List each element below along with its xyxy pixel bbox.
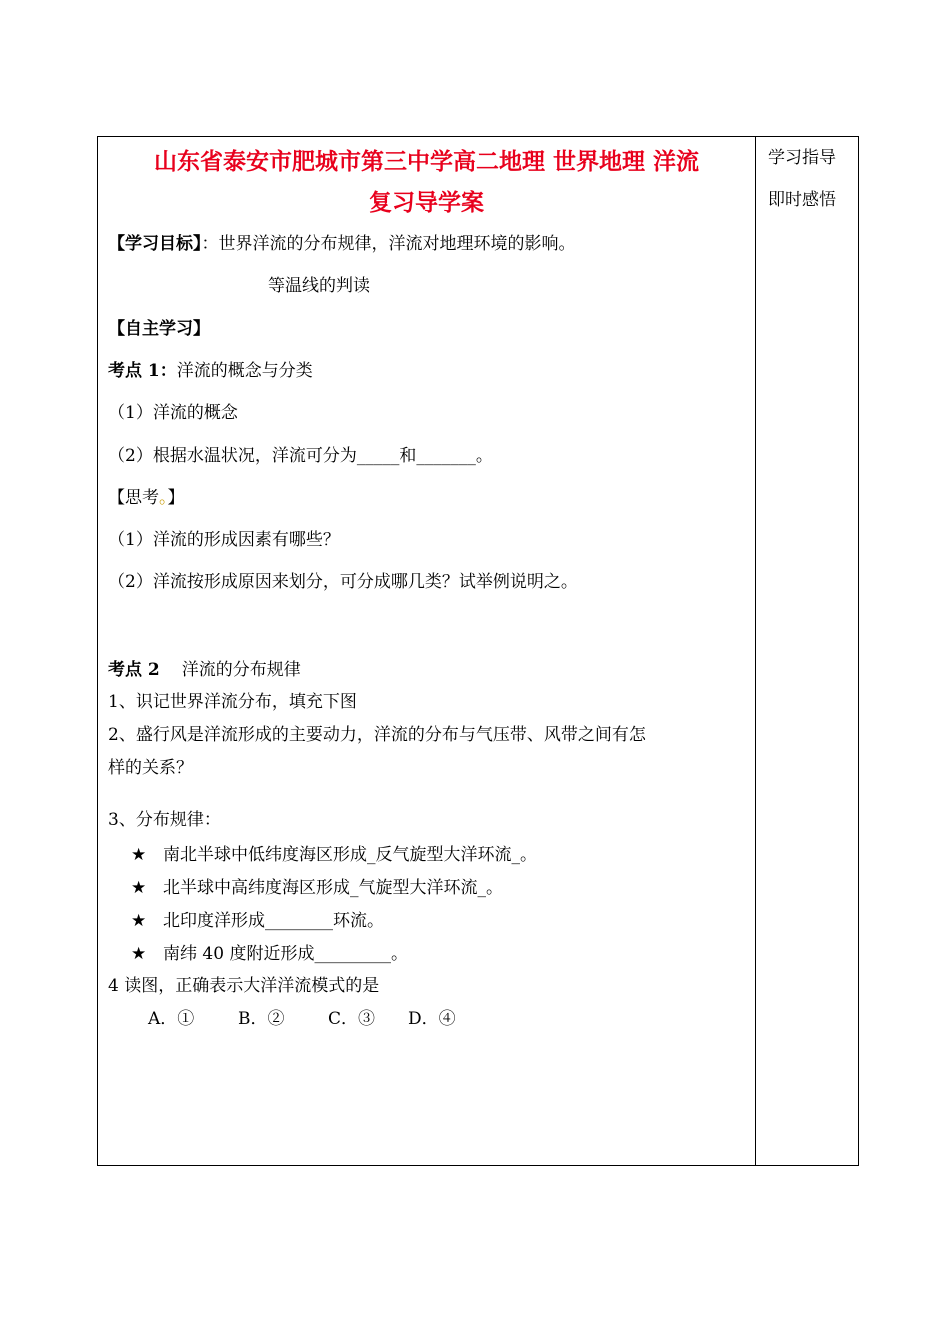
think-dot: 。 [159,488,168,508]
main-column [98,137,755,1165]
bullet-text: 南北半球中低纬度海区形成_反气旋型大洋环流_。 [163,845,537,865]
point1-label: 考点 1： [108,361,177,381]
bullet-item [131,942,408,966]
star-icon: ★ [131,878,147,898]
point1-item2: （2）根据水温状况，洋流可分为_____和_______。 [108,446,493,466]
option-d: D．④ [408,1009,456,1029]
point1-heading [108,359,313,383]
objectives-text: ：世界洋流的分布规律，洋流对地理环境的影响。 [201,234,576,254]
page-title-line2: 复习导学案 [369,189,484,216]
star-icon: ★ [131,845,147,865]
point1-title: 洋流的概念与分类 [176,361,313,381]
side-label-reflection: 即时感悟 [768,190,836,210]
point2-item3: 3、分布规律： [108,810,221,830]
bullet-text: 北印度洋形成________环流。 [163,911,384,931]
point2-heading [108,658,301,682]
side-column [756,137,859,1165]
option-c: C．③ [328,1009,376,1029]
think-close: 】 [167,488,185,508]
objectives-label: 【学习目标】 [108,234,202,254]
point1-item1: （1）洋流的概念 [108,403,238,423]
star-icon: ★ [131,944,147,964]
point2-title: 洋流的分布规律 [181,660,301,680]
bullet-item [131,876,503,900]
point2-label: 考点 2 [108,660,160,680]
think-question-2: （2）洋流按形成原因来划分，可分成哪几类？试举例说明之。 [108,572,578,592]
think-heading [108,486,185,510]
side-label-study-guide: 学习指导 [768,148,836,168]
point2-item2-line2: 样的关系？ [108,758,193,778]
learning-objectives [108,232,576,256]
bullet-text: 南纬 40 度附近形成_________。 [163,944,408,964]
bullet-item [131,843,537,867]
objectives-text-2: 等温线的判读 [268,276,370,296]
self-study-heading: 【自主学习】 [108,319,210,339]
point2-item2-line1: 2、盛行风是洋流形成的主要动力，洋流的分布与气压带、风带之间有怎 [108,725,646,745]
star-icon: ★ [131,911,147,931]
bullet-item [131,909,384,933]
think-label: 【思考 [108,488,159,508]
option-b: B．② [238,1009,285,1029]
point2-item1: 1、识记世界洋流分布，填充下图 [108,692,357,712]
page-title-line1: 山东省泰安市肥城市第三中学高二地理 世界地理 洋流 [153,148,699,175]
bullet-text: 北半球中高纬度海区形成_气旋型大洋环流_。 [163,878,503,898]
think-question-1: （1）洋流的形成因素有哪些？ [108,530,340,550]
point2-item4: 4 读图，正确表示大洋洋流模式的是 [108,976,380,996]
option-a: A．① [148,1009,195,1029]
worksheet-table [97,136,859,1166]
